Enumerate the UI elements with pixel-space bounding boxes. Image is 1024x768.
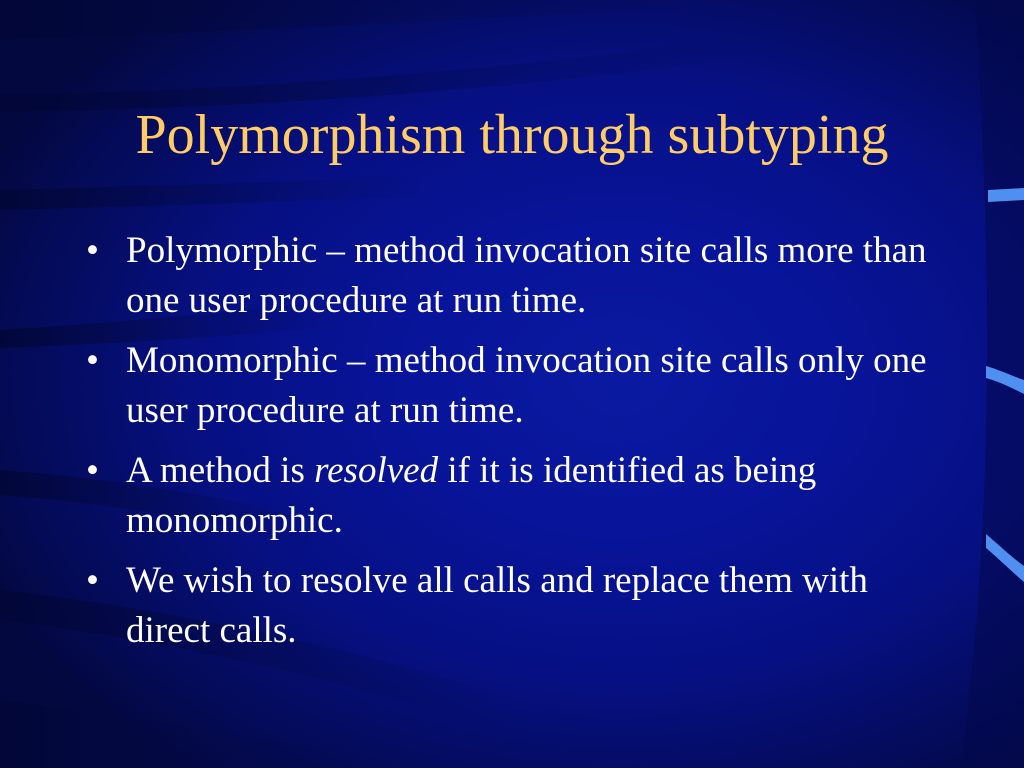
bullet-text: Monomorphic – method invocation site calls only one user procedure at run time. <box>126 340 927 431</box>
bullet-list <box>86 226 946 666</box>
bullet-text <box>126 450 816 541</box>
bullet-item <box>86 226 946 326</box>
slide-title: Polymorphism through subtyping <box>135 104 889 166</box>
bullet-icon: • <box>86 340 99 381</box>
bullet-item <box>86 336 946 436</box>
background-band <box>0 700 420 768</box>
bullet-text: Polymorphic – method invocation site calls more than one user procedure at run time. <box>126 230 927 321</box>
bullet-text-after: if it is identified as being monomorphic. <box>126 450 817 541</box>
bullet-icon: • <box>86 230 99 271</box>
background-band <box>0 0 760 40</box>
bullet-text-before: A method is <box>126 450 315 491</box>
background-band <box>0 175 430 210</box>
bullet-icon: • <box>86 560 99 601</box>
bullet-item <box>86 556 946 656</box>
bullet-icon: • <box>86 450 99 491</box>
bullet-text: We wish to resolve all calls and replace them with direct calls. <box>126 560 868 651</box>
accent-mark <box>988 188 1024 202</box>
bullet-text-emphasis: resolved <box>314 450 439 491</box>
bullet-item <box>86 446 946 546</box>
